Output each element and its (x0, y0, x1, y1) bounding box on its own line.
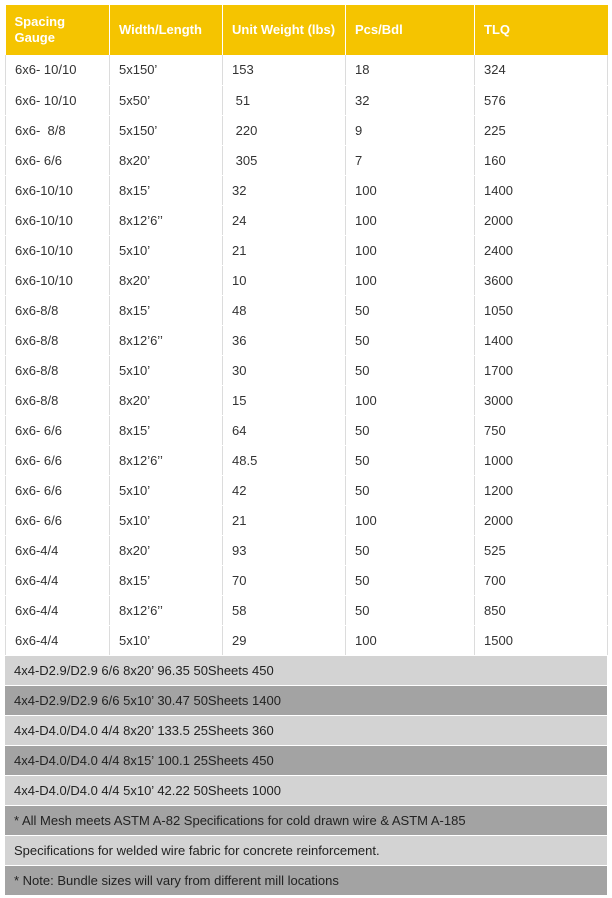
cell-width-length: 8x15’ (110, 175, 223, 205)
cell-pcs-bdl: 100 (346, 205, 475, 235)
cell-width-length: 8x15’ (110, 565, 223, 595)
cell-width-length: 5x10’ (110, 505, 223, 535)
sheet-row: 4x4-D4.0/D4.0 4/4 8x15’ 100.1 25Sheets 450 (5, 746, 607, 776)
cell-width-length: 5x150’ (110, 115, 223, 145)
cell-tlq: 225 (475, 115, 608, 145)
header-unit-weight: Unit Weight (lbs) (223, 5, 346, 55)
sheet-row: 4x4-D4.0/D4.0 4/4 5x10’ 42.22 50Sheets 1000 (5, 776, 607, 806)
table-row (6, 535, 608, 565)
cell-tlq: 1400 (475, 325, 608, 355)
cell-tlq: 525 (475, 535, 608, 565)
cell-tlq: 2000 (475, 505, 608, 535)
cell-width-length: 5x10’ (110, 475, 223, 505)
table-row (6, 595, 608, 625)
table-row (6, 85, 608, 115)
table-header-row (6, 5, 608, 55)
cell-spacing-gauge: 6x6-4/4 (6, 595, 110, 625)
cell-spacing-gauge: 6x6-4/4 (6, 535, 110, 565)
cell-unit-weight: 51 (223, 85, 346, 115)
cell-unit-weight: 15 (223, 385, 346, 415)
cell-spacing-gauge: 6x6- 8/8 (6, 115, 110, 145)
cell-pcs-bdl: 32 (346, 85, 475, 115)
cell-spacing-gauge: 6x6- 6/6 (6, 445, 110, 475)
cell-width-length: 8x15’ (110, 415, 223, 445)
table-row (6, 385, 608, 415)
cell-unit-weight: 21 (223, 235, 346, 265)
cell-spacing-gauge: 6x6-10/10 (6, 205, 110, 235)
note-row: Specifications for welded wire fabric for concrete reinforcement. (5, 836, 607, 866)
cell-spacing-gauge: 6x6-8/8 (6, 385, 110, 415)
cell-tlq: 850 (475, 595, 608, 625)
cell-unit-weight: 30 (223, 355, 346, 385)
cell-tlq: 1700 (475, 355, 608, 385)
cell-pcs-bdl: 100 (346, 625, 475, 655)
cell-tlq: 1000 (475, 445, 608, 475)
table-row (6, 355, 608, 385)
note-row: * All Mesh meets ASTM A-82 Specifications for cold drawn wire & ASTM A-185 (5, 806, 607, 836)
table-row (6, 295, 608, 325)
table-row (6, 55, 608, 85)
sheet-row: 4x4-D2.9/D2.9 6/6 8x20’ 96.35 50Sheets 450 (5, 656, 607, 686)
cell-width-length: 8x12’6’’ (110, 325, 223, 355)
cell-pcs-bdl: 18 (346, 55, 475, 85)
cell-width-length: 5x10’ (110, 625, 223, 655)
cell-pcs-bdl: 100 (346, 265, 475, 295)
header-width-length: Width/Length (110, 5, 223, 55)
cell-spacing-gauge: 6x6- 10/10 (6, 55, 110, 85)
cell-spacing-gauge: 6x6- 6/6 (6, 415, 110, 445)
table-row (6, 445, 608, 475)
table-row (6, 205, 608, 235)
sheet-row: 4x4-D2.9/D2.9 6/6 5x10’ 30.47 50Sheets 1400 (5, 686, 607, 716)
cell-tlq: 1500 (475, 625, 608, 655)
cell-pcs-bdl: 50 (346, 295, 475, 325)
cell-unit-weight: 32 (223, 175, 346, 205)
cell-pcs-bdl: 50 (346, 475, 475, 505)
cell-tlq: 576 (475, 85, 608, 115)
table-row (6, 475, 608, 505)
cell-width-length: 5x150’ (110, 55, 223, 85)
cell-unit-weight: 36 (223, 325, 346, 355)
cell-pcs-bdl: 50 (346, 595, 475, 625)
cell-unit-weight: 305 (223, 145, 346, 175)
header-pcs-bdl: Pcs/Bdl (346, 5, 475, 55)
cell-spacing-gauge: 6x6- 6/6 (6, 475, 110, 505)
cell-spacing-gauge: 6x6-10/10 (6, 235, 110, 265)
cell-pcs-bdl: 100 (346, 235, 475, 265)
table-row (6, 505, 608, 535)
table-row (6, 625, 608, 655)
cell-unit-weight: 220 (223, 115, 346, 145)
cell-pcs-bdl: 50 (346, 535, 475, 565)
cell-width-length: 8x12’6’’ (110, 595, 223, 625)
cell-pcs-bdl: 50 (346, 565, 475, 595)
table-row (6, 415, 608, 445)
cell-tlq: 324 (475, 55, 608, 85)
cell-unit-weight: 64 (223, 415, 346, 445)
cell-unit-weight: 24 (223, 205, 346, 235)
wire-mesh-spec-table (5, 5, 608, 656)
cell-width-length: 8x20’ (110, 145, 223, 175)
cell-spacing-gauge: 6x6-4/4 (6, 565, 110, 595)
cell-unit-weight: 70 (223, 565, 346, 595)
notes-section (5, 806, 607, 896)
cell-tlq: 3000 (475, 385, 608, 415)
table-row (6, 325, 608, 355)
header-spacing-gauge (6, 5, 110, 55)
cell-tlq: 3600 (475, 265, 608, 295)
cell-tlq: 160 (475, 145, 608, 175)
cell-unit-weight: 93 (223, 535, 346, 565)
cell-spacing-gauge: 6x6-10/10 (6, 265, 110, 295)
cell-width-length: 8x20’ (110, 385, 223, 415)
cell-tlq: 1400 (475, 175, 608, 205)
cell-unit-weight: 10 (223, 265, 346, 295)
cell-pcs-bdl: 50 (346, 445, 475, 475)
cell-width-length: 8x20’ (110, 265, 223, 295)
cell-spacing-gauge: 6x6- 6/6 (6, 505, 110, 535)
table-row (6, 565, 608, 595)
cell-tlq: 700 (475, 565, 608, 595)
cell-width-length: 8x12’6’’ (110, 445, 223, 475)
table-row (6, 235, 608, 265)
spec-table-container (5, 5, 607, 896)
cell-unit-weight: 29 (223, 625, 346, 655)
cell-unit-weight: 21 (223, 505, 346, 535)
sheet-rows (5, 656, 607, 806)
cell-pcs-bdl: 100 (346, 175, 475, 205)
cell-unit-weight: 153 (223, 55, 346, 85)
cell-width-length: 5x10’ (110, 355, 223, 385)
note-row: * Note: Bundle sizes will vary from different mill locations (5, 866, 607, 896)
table-row (6, 115, 608, 145)
cell-width-length: 5x50’ (110, 85, 223, 115)
cell-unit-weight: 42 (223, 475, 346, 505)
table-row (6, 145, 608, 175)
sheet-row: 4x4-D4.0/D4.0 4/4 8x20’ 133.5 25Sheets 360 (5, 716, 607, 746)
table-row (6, 175, 608, 205)
cell-unit-weight: 48.5 (223, 445, 346, 475)
cell-tlq: 750 (475, 415, 608, 445)
cell-pcs-bdl: 7 (346, 145, 475, 175)
cell-pcs-bdl: 50 (346, 415, 475, 445)
cell-pcs-bdl: 100 (346, 385, 475, 415)
cell-tlq: 2400 (475, 235, 608, 265)
cell-width-length: 8x15’ (110, 295, 223, 325)
cell-width-length: 5x10’ (110, 235, 223, 265)
cell-spacing-gauge: 6x6-4/4 (6, 625, 110, 655)
cell-width-length: 8x12’6’’ (110, 205, 223, 235)
cell-unit-weight: 58 (223, 595, 346, 625)
cell-pcs-bdl: 50 (346, 355, 475, 385)
cell-pcs-bdl: 9 (346, 115, 475, 145)
cell-tlq: 1200 (475, 475, 608, 505)
header-spacing-gauge-label: Spacing Gauge (14, 14, 66, 45)
table-body (6, 55, 608, 655)
cell-spacing-gauge: 6x6-8/8 (6, 295, 110, 325)
table-row (6, 265, 608, 295)
cell-pcs-bdl: 50 (346, 325, 475, 355)
cell-pcs-bdl: 100 (346, 505, 475, 535)
cell-tlq: 1050 (475, 295, 608, 325)
cell-spacing-gauge: 6x6-8/8 (6, 355, 110, 385)
cell-spacing-gauge: 6x6- 6/6 (6, 145, 110, 175)
header-tlq: TLQ (475, 5, 608, 55)
cell-width-length: 8x20’ (110, 535, 223, 565)
cell-unit-weight: 48 (223, 295, 346, 325)
cell-tlq: 2000 (475, 205, 608, 235)
cell-spacing-gauge: 6x6- 10/10 (6, 85, 110, 115)
cell-spacing-gauge: 6x6-10/10 (6, 175, 110, 205)
cell-spacing-gauge: 6x6-8/8 (6, 325, 110, 355)
